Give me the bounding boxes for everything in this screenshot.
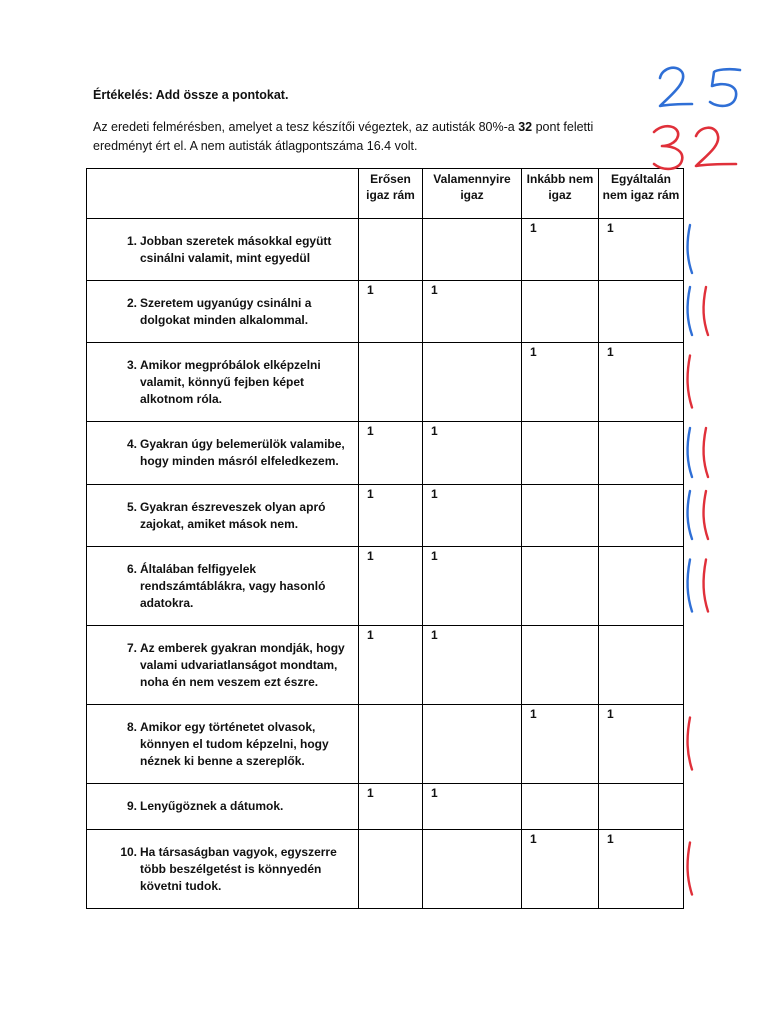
statement-cell bbox=[87, 219, 359, 281]
statement-cell bbox=[87, 705, 359, 784]
statement-text: Ha társaságban vagyok, egyszerre több beszélgetést is könnyedén követni tudok. bbox=[140, 844, 337, 893]
statement-number: 10. bbox=[120, 844, 137, 859]
score-cell-c2 bbox=[423, 705, 522, 784]
statement-number: 8. bbox=[126, 719, 137, 734]
tally-mark-red bbox=[704, 428, 708, 477]
tally-mark-blue bbox=[688, 428, 692, 477]
score-cell-c1 bbox=[359, 343, 423, 422]
tally-mark-blue bbox=[688, 560, 692, 612]
statement-cell bbox=[87, 830, 359, 909]
statement-number: 1. bbox=[126, 233, 137, 248]
score-cell-c1: 1 bbox=[359, 547, 423, 626]
header-strongly-agree: Erősen igaz rám bbox=[359, 169, 423, 219]
statement-text: Jobban szeretek másokkal együtt csinálni valamit, mint egyedül bbox=[140, 233, 332, 265]
statement-number: 7. bbox=[126, 640, 137, 655]
statement-number: 5. bbox=[126, 499, 137, 514]
statement-number: 3. bbox=[126, 357, 137, 372]
score-cell-c1 bbox=[359, 219, 423, 281]
statement-text: Szeretem ugyanúgy csinálni a dolgokat minden alkalommal. bbox=[140, 295, 312, 327]
table-row bbox=[87, 830, 684, 909]
header-somewhat-agree: Valamennyire igaz bbox=[423, 169, 522, 219]
table-row bbox=[87, 705, 684, 784]
score-cell-c2: 1 bbox=[423, 485, 522, 547]
score-cell-c1: 1 bbox=[359, 281, 423, 343]
score-cell-c4: 1 bbox=[599, 343, 684, 422]
score-cell-c4: 1 bbox=[599, 830, 684, 909]
score-cell-c3: 1 bbox=[522, 343, 599, 422]
score-cell-c1: 1 bbox=[359, 784, 423, 830]
score-cell-c2: 1 bbox=[423, 281, 522, 343]
score-cell-c2 bbox=[423, 343, 522, 422]
statement-cell bbox=[87, 485, 359, 547]
score-cell-c1: 1 bbox=[359, 626, 423, 705]
statement-cell bbox=[87, 626, 359, 705]
score-cell-c2: 1 bbox=[423, 626, 522, 705]
header-row bbox=[87, 169, 684, 219]
table-row bbox=[87, 485, 684, 547]
tally-marks bbox=[688, 225, 708, 895]
statement-number: 4. bbox=[126, 437, 137, 451]
tally-mark-red bbox=[688, 843, 692, 895]
survey-table bbox=[86, 168, 684, 909]
statement-text: Lenyűgöznek a dátumok. bbox=[140, 799, 284, 813]
statement-text: Gyakran észreveszek olyan apró zajokat, amiket mások nem. bbox=[140, 499, 326, 531]
score-cell-c1: 1 bbox=[359, 485, 423, 547]
score-cell-c3: 1 bbox=[522, 219, 599, 281]
statement-cell bbox=[87, 784, 359, 830]
score-cell-c3 bbox=[522, 784, 599, 830]
score-cell-c4: 1 bbox=[599, 705, 684, 784]
statement-cell bbox=[87, 281, 359, 343]
statement-text: Gyakran úgy belemerülök valamibe, hogy minden másról elfeledkezem. bbox=[140, 437, 345, 468]
statement-text: Az emberek gyakran mondják, hogy valami udvariatlanságot mondtam, noha én nem veszem ezt észre. bbox=[140, 640, 345, 689]
score-cell-c2: 1 bbox=[423, 422, 522, 485]
statement-number: 9. bbox=[126, 799, 137, 813]
tally-mark-red bbox=[704, 560, 708, 612]
score-cell-c1 bbox=[359, 830, 423, 909]
score-cell-c3 bbox=[522, 422, 599, 485]
header-somewhat-disagree: Inkább nem igaz bbox=[522, 169, 599, 219]
intro-text-1: Az eredeti felmérésben, amelyet a tesz készítői végeztek, az autisták 80%-a bbox=[93, 120, 519, 134]
table-row bbox=[87, 281, 684, 343]
score-cell-c4 bbox=[599, 626, 684, 705]
table-row bbox=[87, 422, 684, 485]
tally-mark-red bbox=[704, 491, 708, 539]
intro-text-2: pont feletti eredményt ért el. A nem autisták átlagpontszáma 16.4 volt. bbox=[93, 120, 594, 153]
score-cell-c4: 1 bbox=[599, 219, 684, 281]
tally-mark-blue bbox=[688, 225, 692, 273]
statement-number: 6. bbox=[126, 561, 137, 576]
score-cell-c3 bbox=[522, 547, 599, 626]
score-cell-c1: 1 bbox=[359, 422, 423, 485]
score-cell-c4 bbox=[599, 784, 684, 830]
handwritten-total bbox=[654, 126, 736, 169]
score-cell-c4 bbox=[599, 281, 684, 343]
score-cell-c1 bbox=[359, 705, 423, 784]
tally-mark-blue bbox=[688, 491, 692, 539]
statement-cell bbox=[87, 343, 359, 422]
score-cell-c2 bbox=[423, 830, 522, 909]
tally-mark-red bbox=[704, 287, 708, 335]
statement-text: Amikor egy történetet olvasok, könnyen el tudom képzelni, hogy néznek ki benne a szereplők. bbox=[140, 719, 329, 768]
score-cell-c4 bbox=[599, 485, 684, 547]
score-cell-c3 bbox=[522, 281, 599, 343]
score-cell-c3: 1 bbox=[522, 830, 599, 909]
score-cell-c4 bbox=[599, 422, 684, 485]
score-cell-c4 bbox=[599, 547, 684, 626]
score-cell-c2: 1 bbox=[423, 784, 522, 830]
page-title: Értékelés: Add össze a pontokat. bbox=[93, 88, 289, 102]
score-cell-c2 bbox=[423, 219, 522, 281]
score-cell-c3: 1 bbox=[522, 705, 599, 784]
header-strongly-disagree: Egyáltalán nem igaz rám bbox=[599, 169, 684, 219]
table-row bbox=[87, 626, 684, 705]
table-row bbox=[87, 219, 684, 281]
statement-text: Amikor megpróbálok elképzelni valamit, könnyű fejben képet alkotnom róla. bbox=[140, 357, 321, 406]
statement-text: Általában felfigyelek rendszámtáblákra, vagy hasonló adatokra. bbox=[140, 561, 326, 610]
tally-mark-blue bbox=[688, 287, 692, 335]
score-cell-c3 bbox=[522, 485, 599, 547]
statement-number: 2. bbox=[126, 295, 137, 310]
table-row bbox=[87, 547, 684, 626]
score-cell-c3 bbox=[522, 626, 599, 705]
table-row bbox=[87, 343, 684, 422]
score-cell-c2: 1 bbox=[423, 547, 522, 626]
intro-paragraph bbox=[93, 118, 633, 156]
tally-mark-red bbox=[688, 718, 692, 770]
header-statement bbox=[87, 169, 359, 219]
statement-cell bbox=[87, 422, 359, 485]
statement-cell bbox=[87, 547, 359, 626]
intro-threshold: 32 bbox=[518, 120, 533, 134]
table-row bbox=[87, 784, 684, 830]
tally-mark-red bbox=[688, 356, 692, 408]
handwritten-score bbox=[660, 68, 740, 106]
